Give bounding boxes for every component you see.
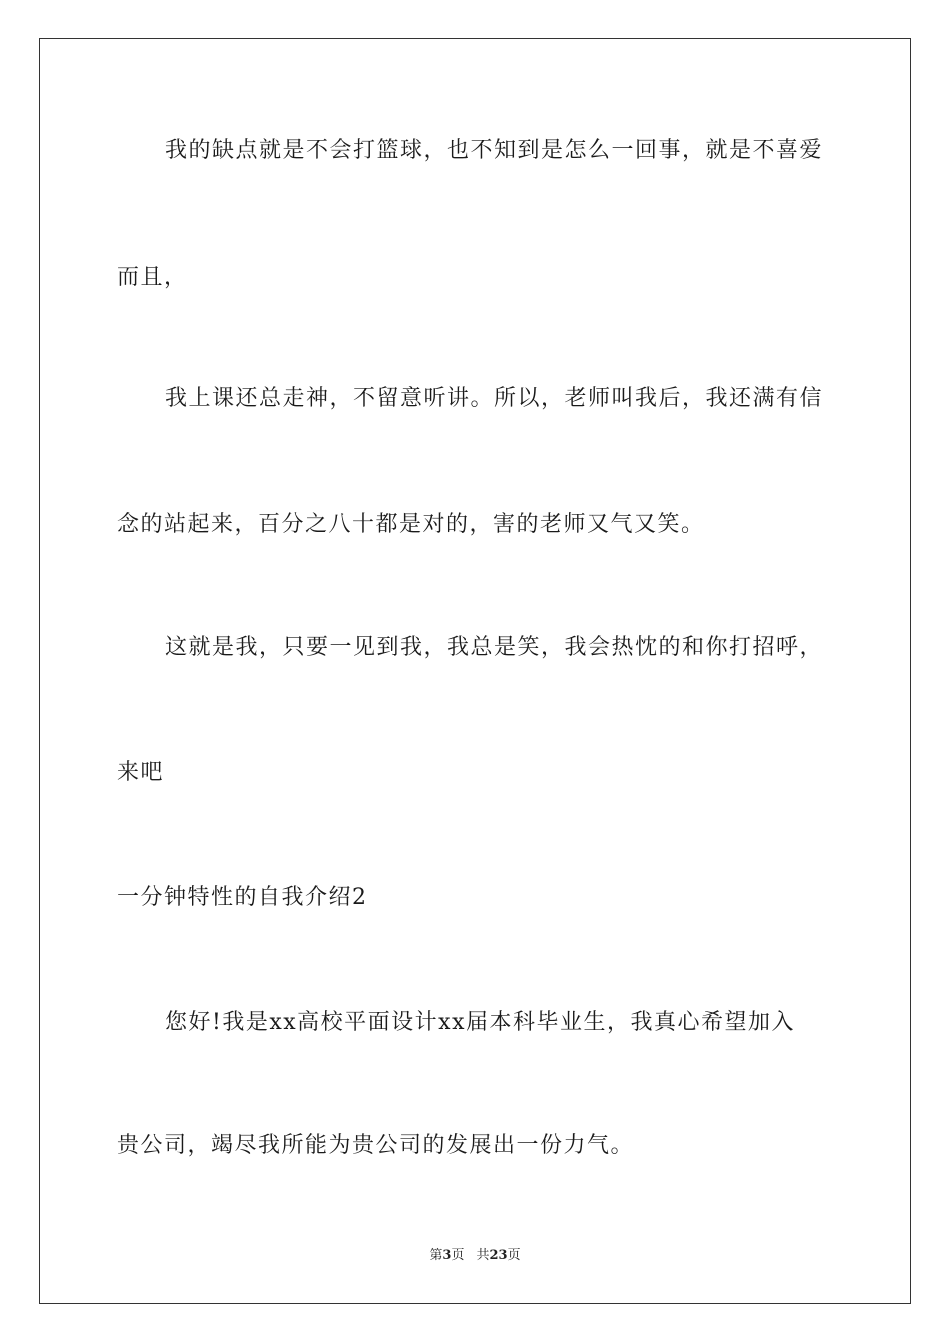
footer-page-number: 3 bbox=[442, 1248, 452, 1263]
footer-total-pages: 23 bbox=[489, 1248, 508, 1263]
paragraph-line-2: 而且， bbox=[117, 265, 188, 290]
footer-page-suffix: 页 bbox=[451, 1248, 465, 1263]
paragraph-line-4: 念的站起来，百分之八十都是对的，害的老师又气又笑。 bbox=[117, 512, 705, 537]
footer-page-prefix: 第 bbox=[429, 1248, 443, 1263]
paragraph-line-3: 我上课还总走神，不留意听讲。所以，老师叫我后，我还满有信 bbox=[165, 386, 824, 411]
footer-total-prefix: 共 bbox=[476, 1248, 490, 1263]
paragraph-line-1: 我的缺点就是不会打篮球，也不知到是怎么一回事，就是不喜爱 bbox=[165, 138, 824, 163]
page-frame bbox=[39, 38, 911, 1304]
section-heading: 一分钟特性的自我介绍2 bbox=[117, 885, 368, 910]
paragraph-line-5: 这就是我，只要一见到我，我总是笑，我会热忱的和你打招呼， bbox=[165, 635, 824, 660]
paragraph-line-8: 贵公司，竭尽我所能为贵公司的发展出一份力气。 bbox=[117, 1133, 635, 1158]
paragraph-line-7: 您好!我是xx高校平面设计xx届本科毕业生，我真心希望加入 bbox=[165, 1010, 795, 1035]
footer-total-suffix: 页 bbox=[507, 1248, 521, 1263]
page-footer bbox=[0, 1247, 950, 1265]
paragraph-line-6: 来吧 bbox=[117, 760, 165, 785]
